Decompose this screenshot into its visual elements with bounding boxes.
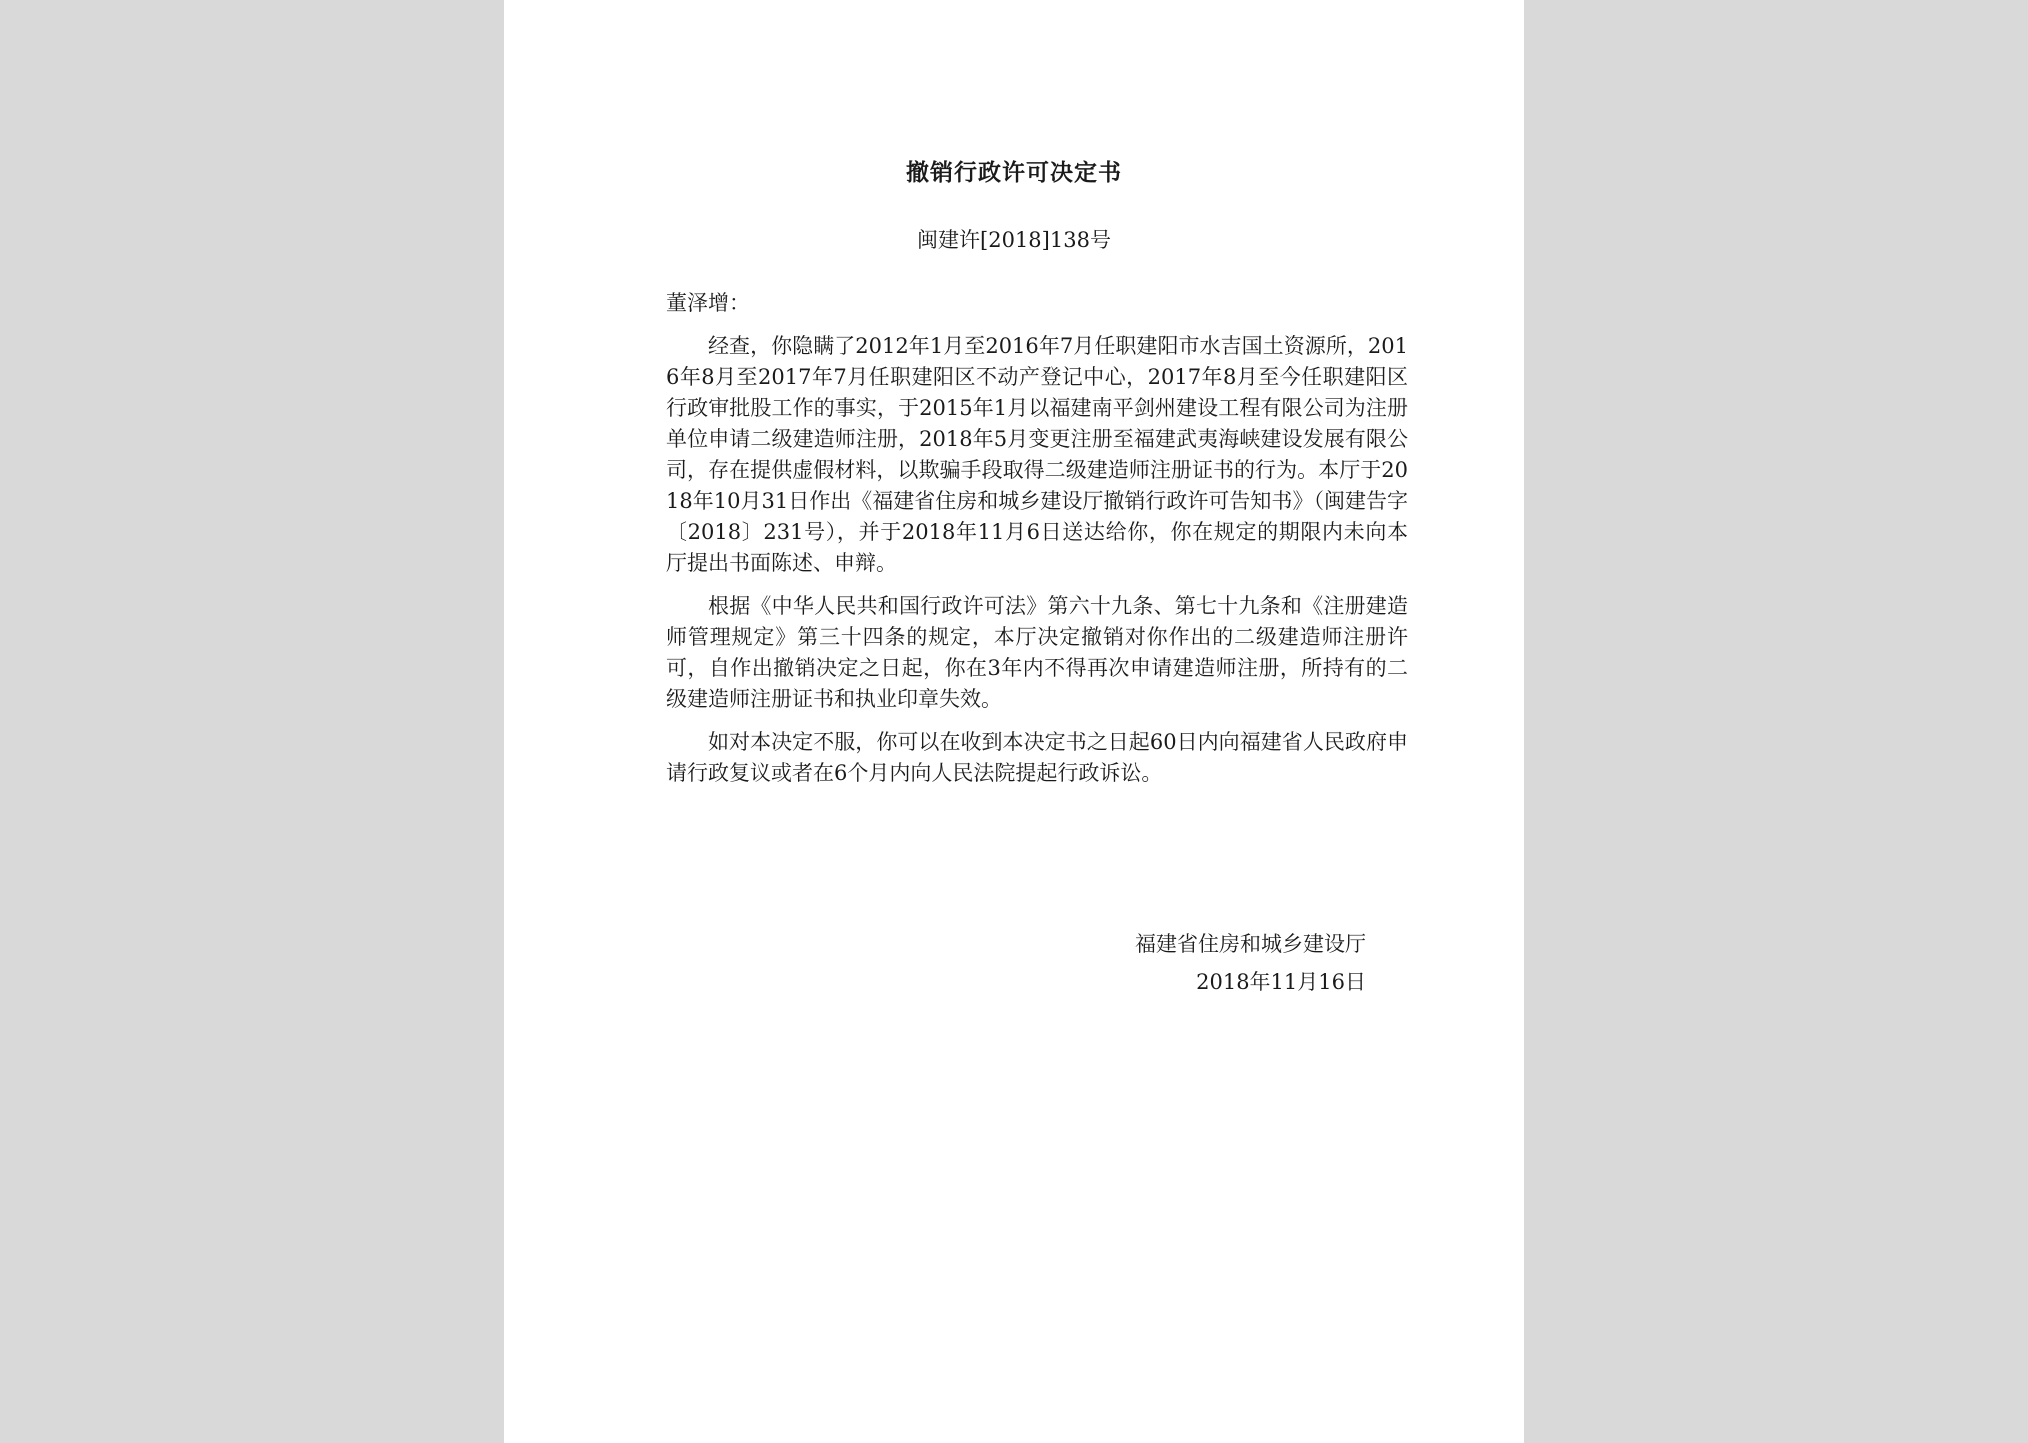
issuer-name: 福建省住房和城乡建设厅 (1135, 932, 1366, 956)
document-title: 撤销行政许可决定书 (906, 159, 1122, 186)
paragraph-decision: 根据《中华人民共和国行政许可法》第六十九条、第七十九条和《注册建造师管理规定》第三十四条的规定，本厅决定撤销对你作出的二级建造师注册许可，自作出撤销决定之日起，你在3年内不得再次申请建造师注册，所持有的二级建造师注册证书和执业印章失效。 (666, 594, 1408, 711)
document-body (666, 288, 1408, 801)
paragraph-appeal: 如对本决定不服，你可以在收到本决定书之日起60日内向福建省人民政府申请行政复议或者在6个月内向人民法院提起行政诉讼。 (666, 730, 1408, 785)
issue-date: 2018年11月16日 (1196, 970, 1366, 994)
paragraph-findings: 经查，你隐瞒了2012年1月至2016年7月任职建阳市水吉国土资源所，2016年8月至2017年7月任职建阳区不动产登记中心，2017年8月至今任职建阳区行政审批股工作的事实，于2015年1月以福建南平剑州建设工程有限公司为注册单位申请二级建造师注册，2018年5月变更注册至福建武夷海峡建设发展有限公司，存在提供虚假材料，以欺骗手段取得二级建造师注册证书的行为。本厅于2018年10月31日作出《福建省住房和城乡建设厅撤销行政许可告知书》（闽建告字〔2018〕231号），并于2018年11月6日送达给你，你在规定的期限内未向本厅提出书面陈述、申辩。 (666, 334, 1408, 575)
document-number: 闽建许[2018]138号 (917, 228, 1111, 252)
signature-block (504, 925, 1366, 1001)
salutation: 董泽增： (666, 291, 750, 315)
document-page (504, 0, 1524, 1443)
